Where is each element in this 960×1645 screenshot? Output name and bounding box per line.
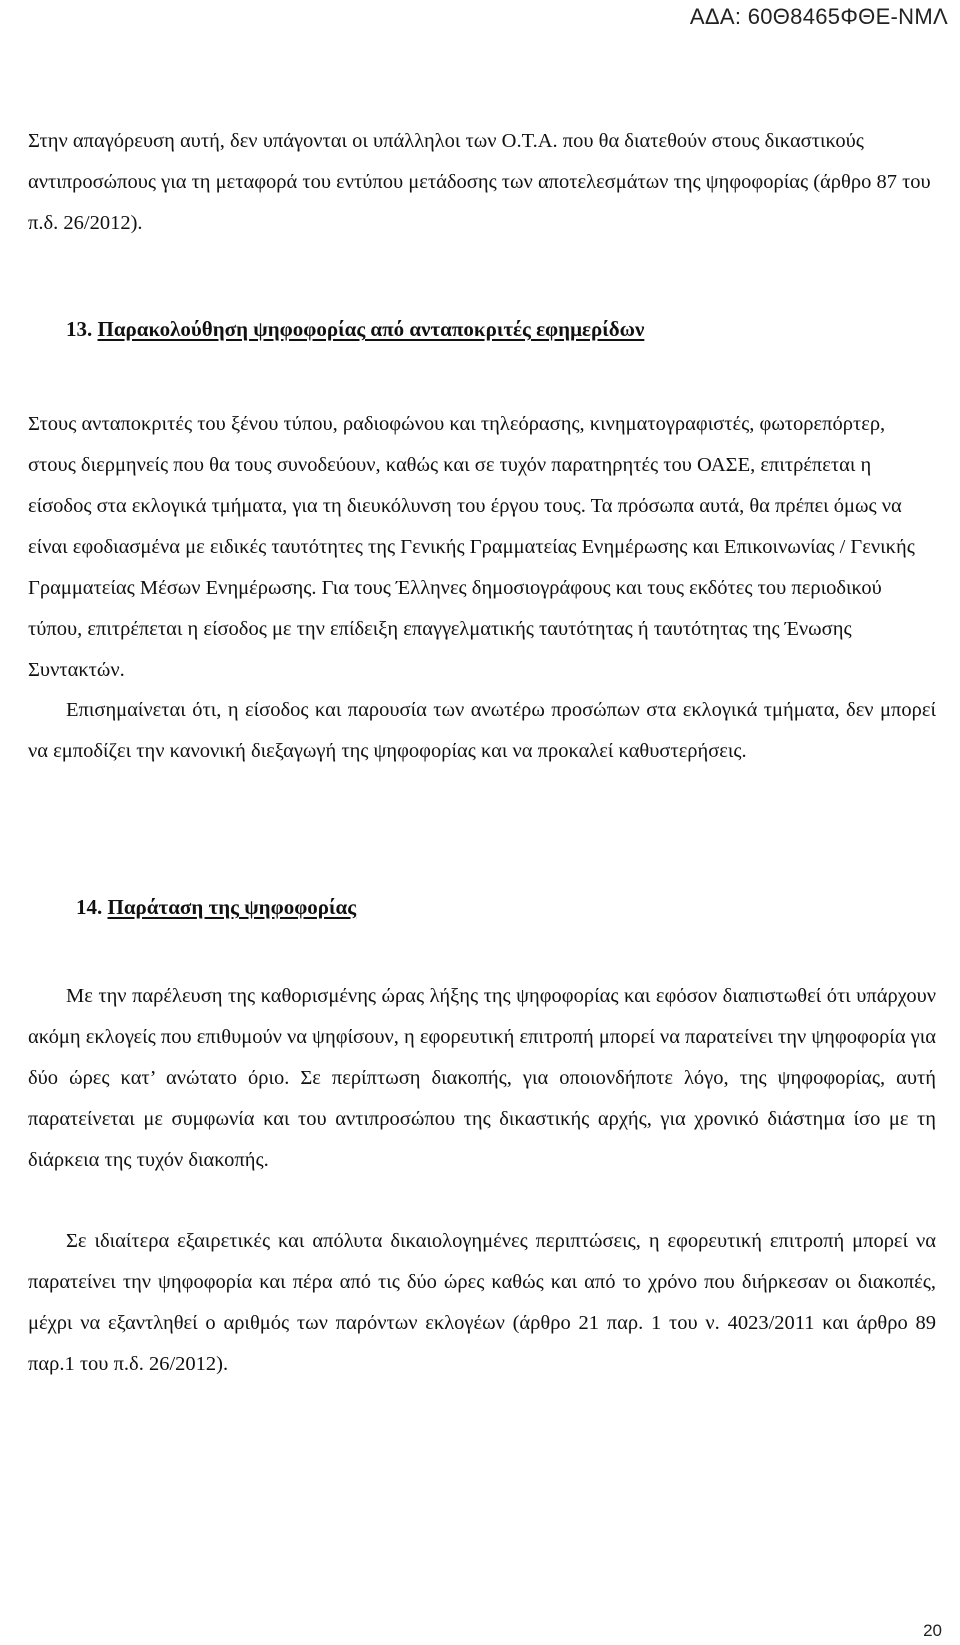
- ada-code: ΑΔΑ: 60Θ8465ΦΘΕ-ΝΜΛ: [689, 4, 948, 29]
- section-13-paragraph-1: Στους ανταποκριτές του ξένου τύπου, ραδιοφώνου και τηλεόρασης, κινηματογραφιστές, φωτορεπόρτερ, στους διερμηνείς που θα τους συνοδεύουν, καθώς και σε τυχόν παρατηρητές του ΟΑΣΕ, επιτρέπεται η είσοδος στα εκλογικά τμήματα, για τη διευκόλυνση του έργου τους. Τα πρόσωπα αυτά, θα πρέπει όμως να είναι εφοδιασμένα με ειδικές ταυτότητες της Γενικής Γραμματείας Ενημέρωσης και Επικοινωνίας / Γενικής Γραμματείας Μέσων Ενημέρωσης. Για τους Έλληνες δημοσιογράφους και τους εκδότες του περιοδικού τύπου, επιτρέπεται η είσοδος με την επίδειξη επαγγελματικής ταυτότητας ή ταυτότητας της Ένωσης Συντακτών.: [28, 413, 915, 681]
- section-13-number: 13.: [66, 317, 93, 341]
- section-14-paragraph-1: Με την παρέλευση της καθορισμένης ώρας λήξης της ψηφοφορίας και εφόσον διαπιστωθεί ότι υπάρχουν ακόμη εκλογείς που επιθυμούν να ψηφίσουν, η εφορευτική επιτροπή μπορεί να παρατείνει την ψηφοφορία για δύο ώρες κατ’ ανώτατο όριο. Σε περίπτωση διακοπής, για οποιονδήποτε λόγο, της ψηφοφορίας, αυτή παρατείνεται με συμφωνία και του αντιπροσώπου της δικαστικής αρχής, για χρονικό διάστημα ίσο με τη διάρκεια της τυχόν διακοπής.: [28, 985, 936, 1171]
- page-number: 20: [923, 1621, 942, 1640]
- section-14-paragraph-2: Σε ιδιαίτερα εξαιρετικές και απόλυτα δικαιολογημένες περιπτώσεις, η εφορευτική επιτροπή μπορεί να παρατείνει την ψηφοφορία και πέρα από τις δύο ώρες καθώς και από το χρόνο που διήρκεσαν οι διακοπές, μέχρι να εξαντληθεί ο αριθμός των παρόντων εκλογέων (άρθρο 21 παρ. 1 του ν. 4023/2011 και άρθρο 89 παρ.1 του π.δ. 26/2012).: [28, 1230, 936, 1375]
- intro-paragraph: Στην απαγόρευση αυτή, δεν υπάγονται οι υπάλληλοι των Ο.Τ.Α. που θα διατεθούν στους δικαστικούς αντιπροσώπους για τη μεταφορά του εντύπου μετάδοσης των αποτελεσμάτων της ψηφοφορίας (άρθρο 87 του π.δ. 26/2012).: [28, 130, 931, 234]
- section-14-number: 14.: [76, 895, 103, 919]
- section-14-heading: [76, 895, 356, 920]
- section-13-title: Παρακολούθηση ψηφοφορίας από ανταποκριτές εφημερίδων: [97, 317, 645, 341]
- section-13-paragraph-2: Επισημαίνεται ότι, η είσοδος και παρουσία των ανωτέρω προσώπων στα εκλογικά τμήματα, δεν μπορεί να εμποδίζει την κανονική διεξαγωγή της ψηφοφορίας και να προκαλεί καθυστερήσεις.: [28, 699, 936, 762]
- section-14-title: Παράταση της ψηφοφορίας: [107, 895, 357, 919]
- section-13-heading: [66, 317, 644, 342]
